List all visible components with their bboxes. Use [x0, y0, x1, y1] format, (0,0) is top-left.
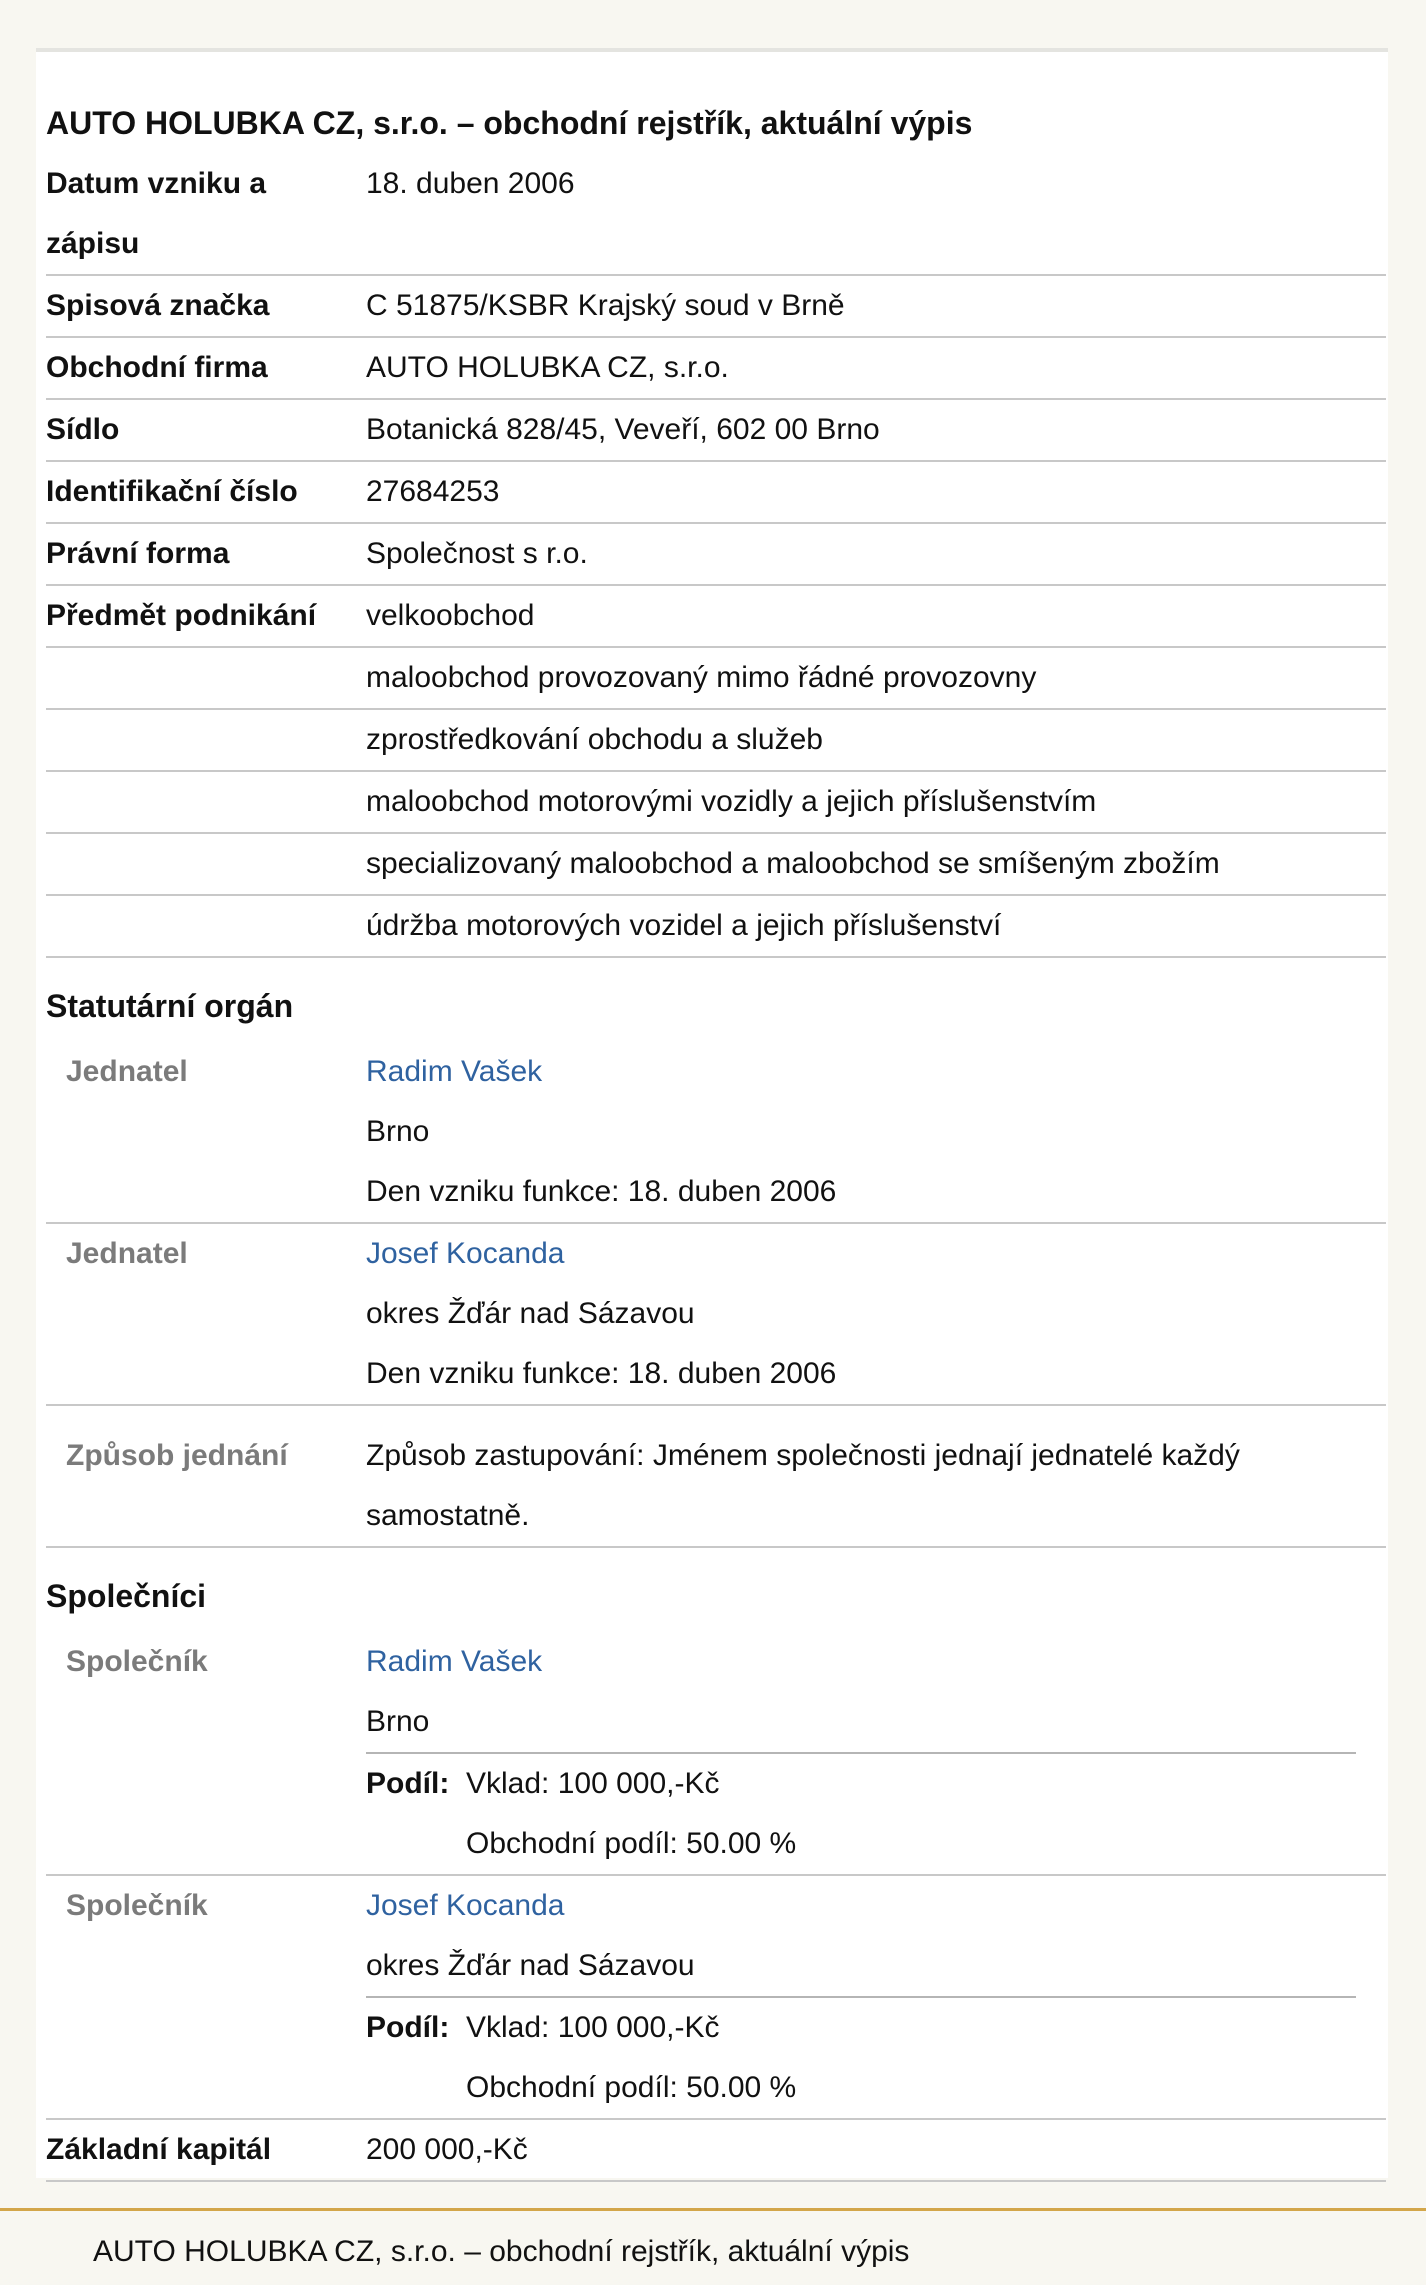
spolecnik-row — [46, 1632, 1386, 1876]
page-title: AUTO HOLUBKA CZ, s.r.o. – obchodní rejstřík, aktuální výpis — [46, 105, 973, 141]
value-spisova: C 51875/KSBR Krajský soud v Brně — [366, 289, 845, 322]
predmet-item: velkoobchod — [366, 599, 535, 632]
person-place: okres Žďár nad Sázavou — [366, 1949, 695, 1982]
label-forma: Právní forma — [46, 537, 230, 570]
vklad-value: Vklad: 100 000,-Kč — [466, 1767, 720, 1800]
value-kapital: 200 000,-Kč — [366, 2133, 528, 2166]
vklad-value: Vklad: 100 000,-Kč — [466, 2011, 720, 2044]
label-predmet: Předmět podnikání — [46, 599, 317, 632]
share-block — [366, 1752, 1356, 1874]
predmet-item: maloobchod provozovaný mimo řádné provozovny — [366, 661, 1037, 694]
spolecnik-details — [366, 1876, 1386, 2118]
register-content — [46, 52, 1386, 2182]
row-forma — [46, 524, 1386, 586]
page-footer — [0, 2208, 1426, 2285]
row-kapital — [46, 2120, 1386, 2182]
person-place: Brno — [366, 1705, 430, 1738]
zpusob-value: Způsob zastupování: Jménem společnosti jednají jednatelé každý samostatně. — [366, 1439, 1240, 1532]
register-card — [36, 48, 1388, 2178]
section-spolecnici: Společníci — [46, 1578, 207, 1614]
person-link[interactable]: Radim Vašek — [366, 1645, 543, 1678]
row-spisova — [46, 276, 1386, 338]
row-firma — [46, 338, 1386, 400]
label-sidlo: Sídlo — [46, 413, 120, 446]
value-sidlo: Botanická 828/45, Veveří, 602 00 Brno — [366, 413, 880, 446]
row-sidlo — [46, 400, 1386, 462]
person-link[interactable]: Josef Kocanda — [366, 1889, 565, 1922]
spolecnik-row — [46, 1876, 1386, 2120]
person-place: Brno — [366, 1115, 430, 1148]
predmet-item: specializovaný maloobchod a maloobchod se smíšeným zbožím — [366, 847, 1220, 880]
zpusob-row — [46, 1406, 1386, 1548]
row-predmet-0 — [46, 586, 1386, 648]
label-spisova: Spisová značka — [46, 289, 270, 322]
zpusob-label: Způsob jednání — [66, 1439, 288, 1472]
predmet-item: maloobchod motorovými vozidly a jejich příslušenstvím — [366, 785, 1097, 818]
person-details — [366, 1224, 1386, 1404]
value-firma: AUTO HOLUBKA CZ, s.r.o. — [366, 351, 729, 384]
row-predmet-5 — [46, 896, 1386, 958]
podil-label: Podíl: — [366, 1767, 450, 1800]
person-since: Den vzniku funkce: 18. duben 2006 — [366, 1175, 837, 1208]
jednatel-row — [46, 1224, 1386, 1406]
role-label: Společník — [66, 1645, 208, 1678]
row-predmet-4 — [46, 834, 1386, 896]
row-ico — [46, 462, 1386, 524]
role-label: Společník — [66, 1889, 208, 1922]
predmet-item: zprostředkování obchodu a služeb — [366, 723, 823, 756]
person-since: Den vzniku funkce: 18. duben 2006 — [366, 1357, 837, 1390]
label-firma: Obchodní firma — [46, 351, 268, 384]
row-predmet-3 — [46, 772, 1386, 834]
role-label: Jednatel — [66, 1055, 188, 1088]
person-place: okres Žďár nad Sázavou — [366, 1297, 695, 1330]
label-datum: Datum vzniku a zápisu — [46, 167, 267, 260]
value-ico: 27684253 — [366, 475, 500, 508]
podil-value: Obchodní podíl: 50.00 % — [466, 1827, 797, 1860]
row-predmet-2 — [46, 710, 1386, 772]
share-block — [366, 1996, 1356, 2118]
person-link[interactable]: Josef Kocanda — [366, 1237, 565, 1270]
person-link[interactable]: Radim Vašek — [366, 1055, 543, 1088]
footer-title: AUTO HOLUBKA CZ, s.r.o. – obchodní rejstřík, aktuální výpis — [93, 2235, 910, 2268]
person-details — [366, 1042, 1386, 1222]
label-ico: Identifikační číslo — [46, 475, 298, 508]
spolecnik-details — [366, 1632, 1386, 1874]
jednatel-row — [46, 1042, 1386, 1224]
podil-label: Podíl: — [366, 2011, 450, 2044]
section-statutarni: Statutární orgán — [46, 988, 294, 1024]
podil-value: Obchodní podíl: 50.00 % — [466, 2071, 797, 2104]
row-datum — [46, 154, 1386, 276]
value-forma: Společnost s r.o. — [366, 537, 588, 570]
predmet-item: údržba motorových vozidel a jejich příslušenství — [366, 909, 1002, 942]
row-predmet-1 — [46, 648, 1386, 710]
role-label: Jednatel — [66, 1237, 188, 1270]
value-datum: 18. duben 2006 — [366, 167, 575, 200]
label-kapital: Základní kapitál — [46, 2133, 272, 2166]
